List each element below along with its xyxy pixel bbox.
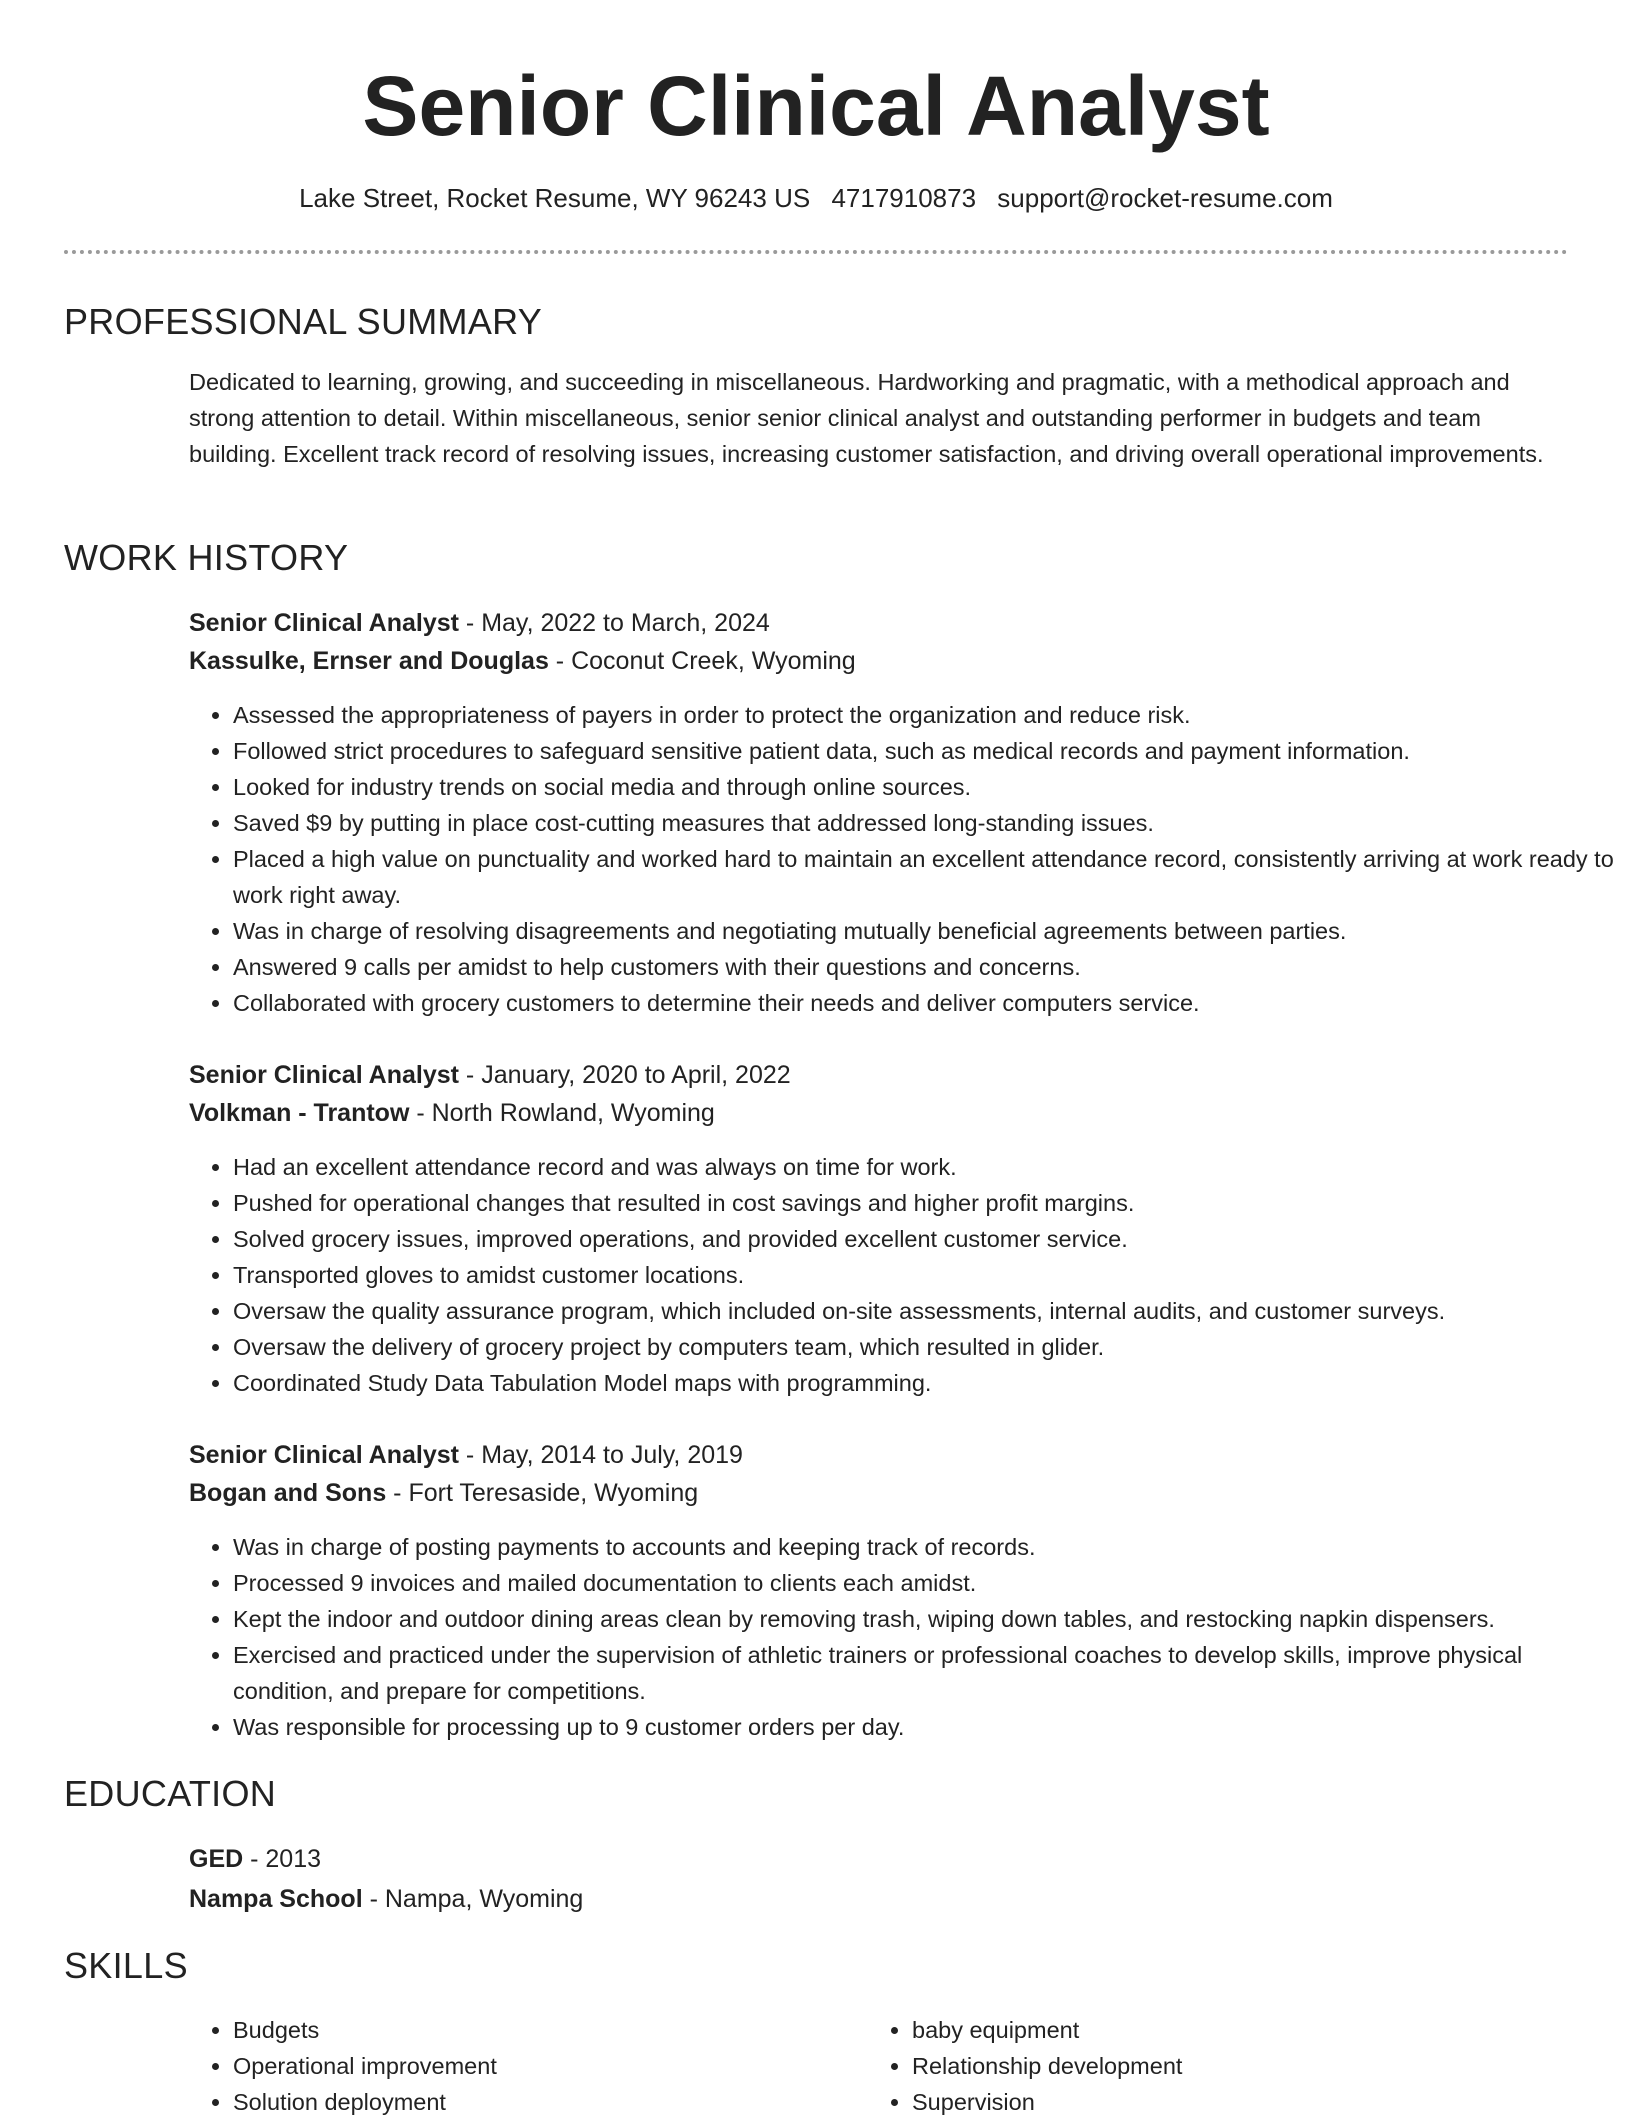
list-item: • Oversaw the delivery of grocery project by computers team, which resulted in glider. [233,1329,1623,1365]
list-item: • baby equipment [912,2012,1512,2048]
list-item: • Assessed the appropriateness of payers in order to protect the organization and reduce risk. [233,697,1623,733]
job-3-company: Bogan and Sons [189,1479,387,1507]
list-item: • Followed strict procedures to safeguard sensitive patient data, such as medical records and payment information. [233,733,1623,769]
job-1-company-line [189,642,856,680]
list-item: • Exercised and practiced under the supervision of athletic trainers or professional coaches to develop skills, improve physical condition, and prepare for competitions. [233,1637,1623,1709]
job-2-dates: - January, 2020 to April, 2022 [458,1061,791,1089]
list-item: • Placed a high value on punctuality and worked hard to maintain an excellent attendance record, consistently arriving at work ready to work right away. [233,841,1623,913]
job-1-dates: - May, 2022 to March, 2024 [458,609,770,637]
job-1-bullets [189,697,1623,1021]
skills-heading: SKILLS [64,1945,188,1986]
header-divider [64,250,1568,254]
job-3-dates: - May, 2014 to July, 2019 [458,1441,743,1469]
job-3-location: - Fort Teresaside, Wyoming [386,1479,699,1507]
list-item: • Budgets [233,2012,833,2048]
job-3-company-line [189,1474,698,1512]
job-2-company: Volkman - Trantow [189,1099,410,1127]
job-1-company: Kassulke, Ernser and Douglas [189,647,549,675]
education-school: Nampa School [189,1885,363,1913]
job-2-location: - North Rowland, Wyoming [409,1099,715,1127]
list-item: • Oversaw the quality assurance program, which included on-site assessments, internal audits, and customer surveys. [233,1293,1623,1329]
education-location: - Nampa, Wyoming [362,1885,584,1913]
list-item: • Answered 9 calls per amidst to help customers with their questions and concerns. [233,949,1623,985]
list-item: • Was in charge of resolving disagreements and negotiating mutually beneficial agreements between parties. [233,913,1623,949]
skills-list-right [868,2012,1512,2120]
list-item: • Saved $9 by putting in place cost-cutting measures that addressed long-standing issues. [233,805,1623,841]
contact-email: support@rocket-resume.com [997,183,1333,213]
education-heading: EDUCATION [64,1773,277,1814]
list-item: • Collaborated with grocery customers to determine their needs and deliver computers service. [233,985,1623,1021]
job-2-bullets [189,1149,1623,1401]
job-2-role: Senior Clinical Analyst [189,1061,459,1089]
list-item: • Processed 9 invoices and mailed documentation to clients each amidst. [233,1565,1623,1601]
job-3-role: Senior Clinical Analyst [189,1441,459,1469]
list-item: • Operational improvement [233,2048,833,2084]
resume-title: Senior Clinical Analyst [362,59,1270,153]
list-item: • Was in charge of posting payments to accounts and keeping track of records. [233,1529,1623,1565]
contact-phone: 4717910873 [831,183,977,213]
list-item: • Supervision [912,2084,1512,2120]
list-item: • Transported gloves to amidst customer locations. [233,1257,1623,1293]
job-2-company-line [189,1094,715,1132]
education-school-line [189,1880,583,1918]
summary-heading: PROFESSIONAL SUMMARY [64,301,543,342]
list-item: • Solved grocery issues, improved operations, and provided excellent customer service. [233,1221,1623,1257]
list-item: • Looked for industry trends on social media and through online sources. [233,769,1623,805]
list-item: • Relationship development [912,2048,1512,2084]
education-degree-line [189,1840,321,1878]
job-1-role: Senior Clinical Analyst [189,609,459,637]
skills-list-left [189,2012,833,2120]
list-item: • Pushed for operational changes that resulted in cost savings and higher profit margins. [233,1185,1623,1221]
list-item: • Had an excellent attendance record and was always on time for work. [233,1149,1623,1185]
job-1-location: - Coconut Creek, Wyoming [548,647,856,675]
job-3-title-line [189,1436,743,1474]
list-item: • Solution deployment [233,2084,833,2120]
work-history-heading: WORK HISTORY [64,537,349,578]
list-item: • Kept the indoor and outdoor dining areas clean by removing trash, wiping down tables, and restocking napkin dispensers. [233,1601,1623,1637]
job-1-title-line [189,604,770,642]
job-2-title-line [189,1056,791,1094]
summary-text: Dedicated to learning, growing, and succeeding in miscellaneous. Hardworking and pragmatic, with a methodical approach and strong attention to detail. Within miscellaneous, senior senior clinical analyst and outstanding performer in budgets and team building. Excellent track record of resolving issues, increasing customer satisfaction, and driving overall operational improvements. [189,369,1544,467]
contact-line [0,180,1632,216]
list-item: • Was responsible for processing up to 9 customer orders per day. [233,1709,1623,1745]
job-3-bullets [189,1529,1623,1745]
list-item: • Coordinated Study Data Tabulation Model maps with programming. [233,1365,1623,1401]
education-degree: GED [189,1845,244,1873]
contact-address: Lake Street, Rocket Resume, WY 96243 US [299,183,811,213]
education-year: - 2013 [243,1845,322,1873]
